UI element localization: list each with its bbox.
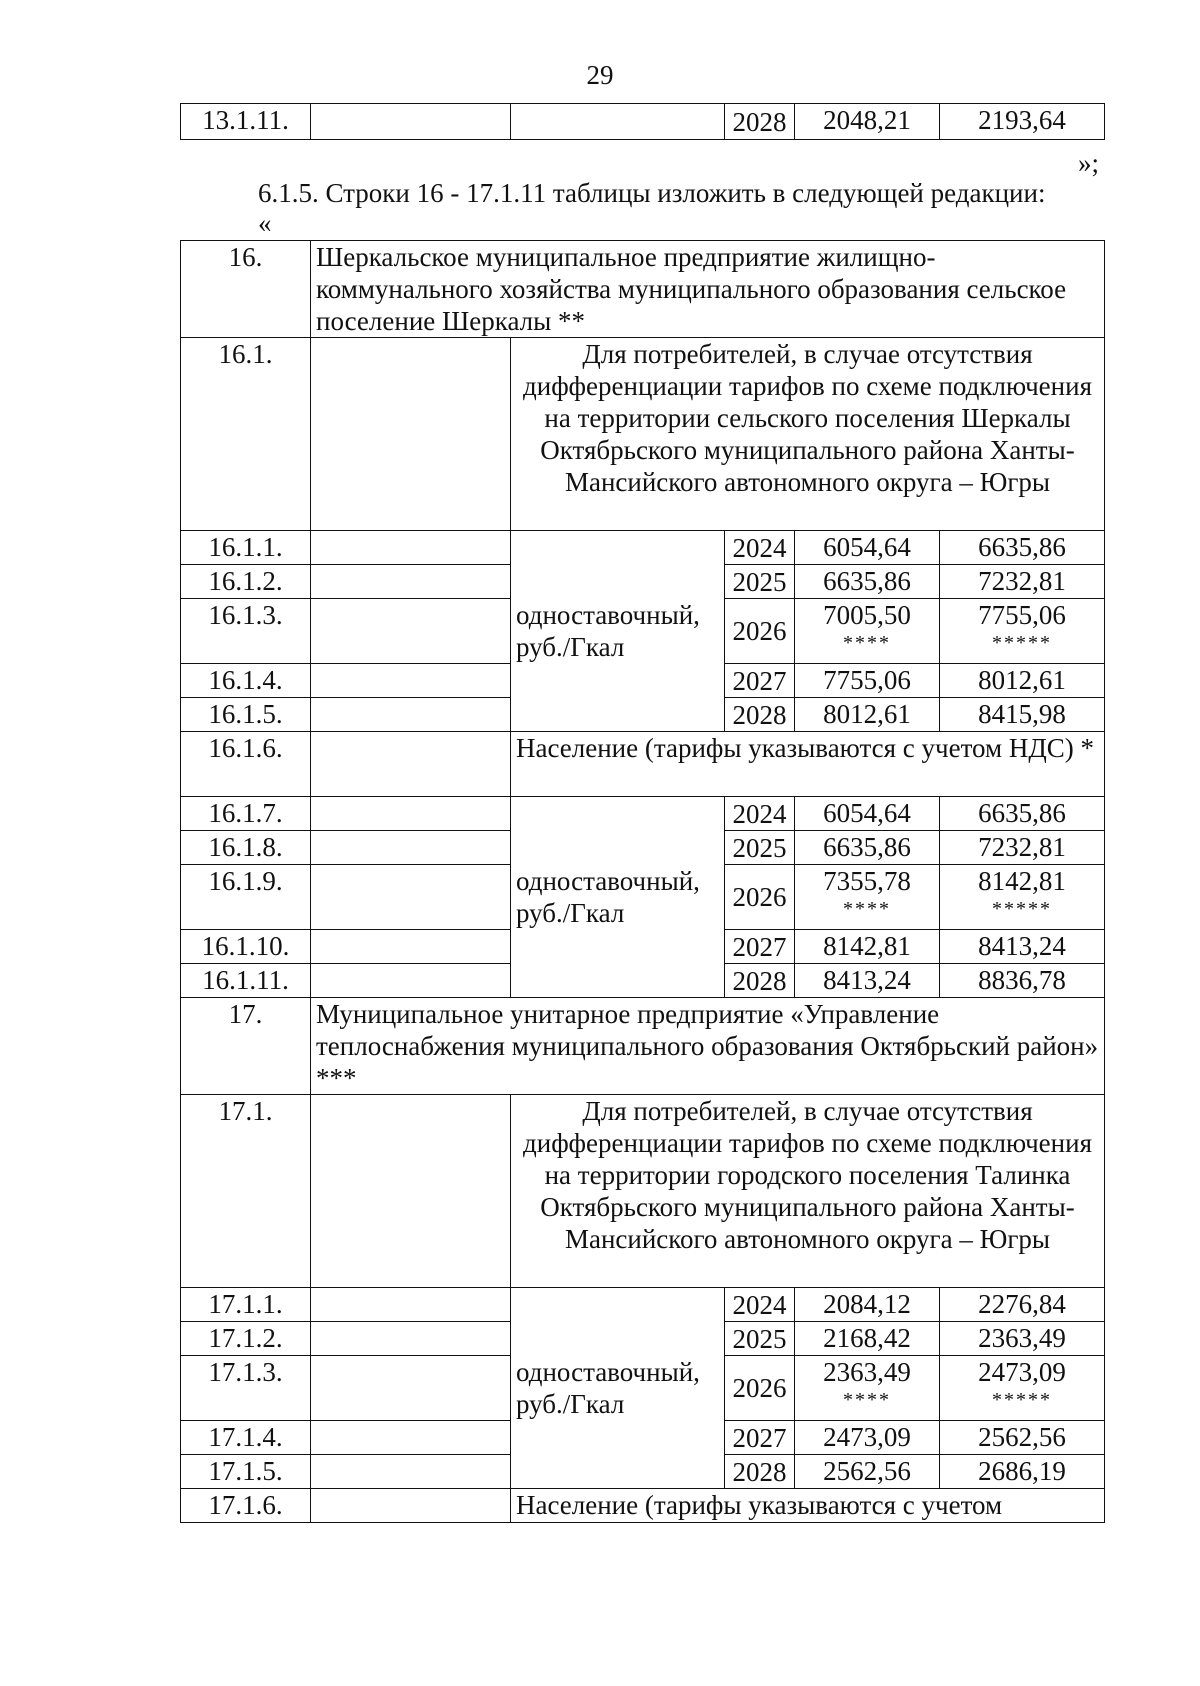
row-number: 16.1.8. [181,831,311,865]
value-2: 6635,86 [940,797,1105,831]
tariff-table [180,240,1105,1523]
empty-cell [311,797,511,831]
value-2: 6635,86 [940,531,1105,565]
year-cell: 2027 [725,1421,795,1455]
year-cell: 2028 [725,104,795,140]
value-2: 8413,24 [940,930,1105,964]
consumer-description: Для потребителей, в случае отсутствия дифференциации тарифов по схеме подключения на территории сельского поселения Шеркалы Октябрьского муниципального района Ханты-Мансийского автономного округа – Югры [511,338,1105,531]
value-2: 8012,61 [940,664,1105,698]
empty-cell [311,664,511,698]
value-1: 8413,24 [795,964,940,998]
value-1-footnote: **** [843,632,891,654]
section-number: 16. [181,241,311,338]
empty-cell [311,1288,511,1322]
year-cell: 2027 [725,930,795,964]
subsection-number: 16.1. [181,338,311,531]
value-2 [940,1356,1105,1421]
value-2: 7232,81 [940,831,1105,865]
row-number: 16.1.2. [181,565,311,599]
row-number: 17.1.3. [181,1356,311,1421]
row-number: 16.1.9. [181,865,311,930]
value-1-number: 7005,50 [823,600,911,630]
empty-cell [311,831,511,865]
value-2: 2686,19 [940,1455,1105,1489]
row-number: 17.1.4. [181,1421,311,1455]
opening-quote: « [258,208,272,238]
empty-cell [511,104,725,140]
value-1: 6635,86 [795,565,940,599]
empty-cell [311,338,511,531]
row-number: 16.1.6. [181,732,311,797]
value-2: 2562,56 [940,1421,1105,1455]
empty-cell [311,1356,511,1421]
instruction-text: 6.1.5. Строки 16 - 17.1.11 таблицы изложить в следующей редакции: [258,178,1046,208]
value-2: 2193,64 [940,104,1105,140]
empty-cell [311,865,511,930]
subsection-row [181,1095,1105,1288]
value-1 [795,865,940,930]
value-2-number: 2473,09 [978,1357,1066,1387]
row-number: 17.1.5. [181,1455,311,1489]
value-1: 2084,12 [795,1288,940,1322]
row-number: 17.1.2. [181,1322,311,1356]
year-cell: 2025 [725,565,795,599]
value-2-footnote: ***** [992,632,1053,654]
value-2 [940,599,1105,664]
population-description: Население (тарифы указываются с учетом НДС) * [511,732,1105,797]
empty-cell [311,1322,511,1356]
value-2-footnote: ***** [992,1389,1053,1411]
year-cell: 2024 [725,531,795,565]
empty-cell [311,698,511,732]
value-2: 7232,81 [940,565,1105,599]
value-2: 2276,84 [940,1288,1105,1322]
empty-cell [311,964,511,998]
organization-name: Муниципальное унитарное предприятие «Управление теплоснабжения муниципального образования Октябрьский район» *** [311,998,1105,1095]
page-number: 29 [586,60,614,90]
year-cell: 2026 [725,1356,795,1421]
population-row [181,732,1105,797]
closing-quote: »; [1078,148,1100,178]
value-1: 2473,09 [795,1421,940,1455]
year-cell: 2027 [725,664,795,698]
tariff-type: одноставочный, руб./Гкал [511,531,725,732]
empty-cell [311,1455,511,1489]
row-number: 16.1.4. [181,664,311,698]
row-number: 17.1.6. [181,1489,311,1523]
value-2: 8836,78 [940,964,1105,998]
value-1: 8142,81 [795,930,940,964]
empty-cell [311,531,511,565]
year-cell: 2028 [725,1455,795,1489]
value-1: 8012,61 [795,698,940,732]
value-1: 6054,64 [795,797,940,831]
row-number: 16.1.1. [181,531,311,565]
value-1: 2048,21 [795,104,940,140]
empty-cell [311,930,511,964]
empty-cell [311,599,511,664]
row-number: 16.1.3. [181,599,311,664]
year-cell: 2028 [725,964,795,998]
tariff-type: одноставочный, руб./Гкал [511,797,725,998]
table-row [181,1288,1105,1322]
table-row [181,104,1105,140]
organization-name: Шеркальское муниципальное предприятие жилищно-коммунального хозяйства муниципального образования сельское поселение Шеркалы ** [311,241,1105,338]
value-1-number: 7355,78 [823,866,911,896]
empty-cell [311,104,511,140]
empty-cell [311,565,511,599]
section-header-row [181,998,1105,1095]
population-description: Население (тарифы указываются с учетом [511,1489,1105,1523]
value-1 [795,1356,940,1421]
tariff-type: одноставочный, руб./Гкал [511,1288,725,1489]
value-2: 2363,49 [940,1322,1105,1356]
year-cell: 2026 [725,599,795,664]
value-2-number: 8142,81 [978,866,1066,896]
value-1 [795,599,940,664]
value-2-footnote: ***** [992,898,1053,920]
subsection-number: 17.1. [181,1095,311,1288]
value-1: 2562,56 [795,1455,940,1489]
population-row [181,1489,1105,1523]
consumer-description: Для потребителей, в случае отсутствия дифференциации тарифов по схеме подключения на территории городского поселения Талинка Октябрьского муниципального района Ханты-Мансийского автономного округа – Югры [511,1095,1105,1288]
empty-cell [311,732,511,797]
table-row [181,797,1105,831]
value-1-number: 2363,49 [823,1357,911,1387]
value-1-footnote: **** [843,1389,891,1411]
section-header-row [181,241,1105,338]
value-1: 6635,86 [795,831,940,865]
empty-cell [311,1489,511,1523]
year-cell: 2024 [725,1288,795,1322]
row-number: 16.1.11. [181,964,311,998]
year-cell: 2028 [725,698,795,732]
value-2: 8415,98 [940,698,1105,732]
year-cell: 2025 [725,831,795,865]
subsection-row [181,338,1105,531]
empty-cell [311,1095,511,1288]
top-table-fragment [180,103,1105,140]
row-number: 13.1.11. [181,104,311,140]
row-number: 16.1.10. [181,930,311,964]
table-row [181,531,1105,565]
value-1: 2168,42 [795,1322,940,1356]
row-number: 17.1.1. [181,1288,311,1322]
value-1-footnote: **** [843,898,891,920]
year-cell: 2025 [725,1322,795,1356]
row-number: 16.1.5. [181,698,311,732]
value-2 [940,865,1105,930]
value-2-number: 7755,06 [978,600,1066,630]
value-1: 7755,06 [795,664,940,698]
year-cell: 2026 [725,865,795,930]
empty-cell [311,1421,511,1455]
row-number: 16.1.7. [181,797,311,831]
value-1: 6054,64 [795,531,940,565]
section-number: 17. [181,998,311,1095]
year-cell: 2024 [725,797,795,831]
